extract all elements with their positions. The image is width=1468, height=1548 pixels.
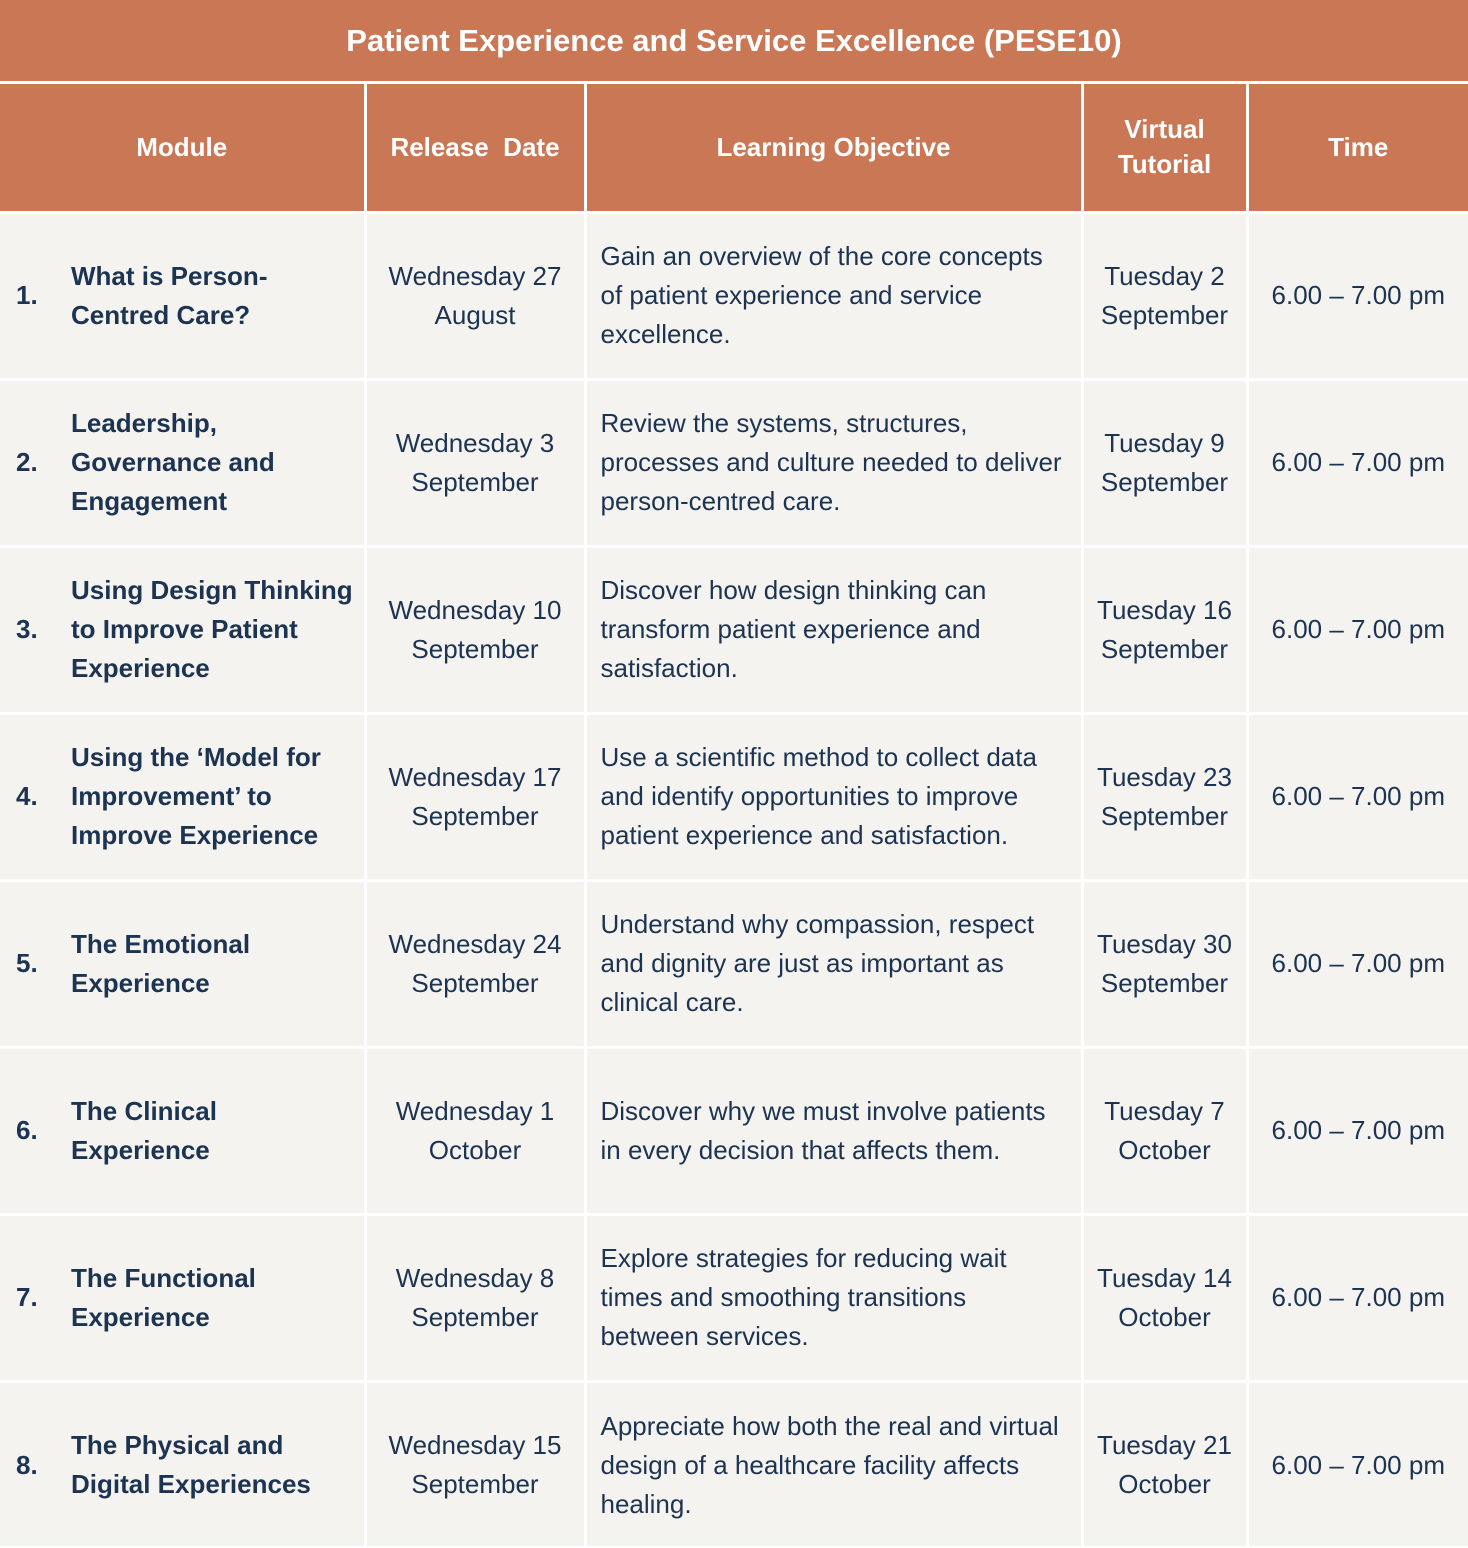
release-date-line: September	[411, 466, 539, 497]
module-title	[71, 738, 356, 855]
module-title-line: Using Design Thinking	[71, 575, 353, 605]
table-row	[0, 713, 1468, 880]
module-title	[71, 1426, 356, 1504]
header-release-date: Release Date	[365, 84, 585, 212]
module-cell	[0, 379, 365, 546]
release-date-line: Wednesday 17	[388, 761, 562, 792]
virtual-tutorial-line: Tuesday 2	[1104, 260, 1225, 291]
virtual-tutorial-line: October	[1118, 1134, 1211, 1165]
virtual-tutorial-line: Tuesday 9	[1104, 427, 1225, 458]
module-title-line: The Physical and	[71, 1430, 284, 1461]
virtual-tutorial-cell	[1082, 1381, 1247, 1548]
virtual-tutorial-line: September	[1100, 299, 1229, 330]
module-title-line: Improve Experience	[71, 820, 319, 850]
module-title-line: The Functional	[71, 1262, 256, 1293]
module-number: 1.	[16, 280, 38, 310]
module-number: 7.	[16, 1282, 38, 1312]
learning-objective-cell: Understand why compassion, respect and dignity are just as important as clinical care.	[585, 880, 1082, 1047]
header-row	[0, 84, 1468, 212]
virtual-tutorial-cell	[1082, 1214, 1247, 1381]
module-title-line: What is Person-	[71, 260, 268, 291]
virtual-tutorial-cell	[1082, 546, 1247, 713]
module-title	[71, 1092, 356, 1170]
time-cell: 6.00 – 7.00 pm	[1247, 212, 1468, 379]
release-date-cell	[365, 1381, 585, 1548]
module-title-line: Leadership,	[71, 408, 217, 438]
time-cell: 6.00 – 7.00 pm	[1247, 1047, 1468, 1214]
release-date-line: August	[434, 299, 516, 330]
time-cell: 6.00 – 7.00 pm	[1247, 1381, 1468, 1548]
release-date-line: Wednesday 24	[388, 928, 562, 959]
release-date-cell	[365, 212, 585, 379]
header-time: Time	[1247, 84, 1468, 212]
virtual-tutorial-line: September	[1100, 800, 1229, 831]
module-cell	[0, 1381, 365, 1548]
virtual-tutorial-line: Tuesday 7	[1104, 1095, 1225, 1126]
table-row	[0, 546, 1468, 713]
release-date-line: September	[411, 1469, 539, 1500]
module-title-line: Digital Experiences	[71, 1469, 311, 1500]
table-row	[0, 212, 1468, 379]
release-date-cell	[365, 546, 585, 713]
module-title-line: The Clinical	[71, 1095, 217, 1126]
module-title-line: Governance and	[71, 447, 275, 477]
release-date-line: Wednesday 15	[388, 1430, 562, 1461]
release-date-cell	[365, 1047, 585, 1214]
virtual-tutorial-cell	[1082, 713, 1247, 880]
module-cell	[0, 546, 365, 713]
release-date-line: Wednesday 1	[395, 1095, 555, 1126]
virtual-tutorial-line: Tuesday 14	[1097, 1262, 1232, 1293]
module-cell	[0, 713, 365, 880]
module-number: 4.	[16, 781, 38, 811]
learning-objective-cell: Review the systems, structures, processes and culture needed to deliver person-centred care.	[585, 379, 1082, 546]
time-cell: 6.00 – 7.00 pm	[1247, 713, 1468, 880]
header-virtual-tutorial	[1082, 84, 1247, 212]
page-title: Patient Experience and Service Excellence (PESE10)	[0, 0, 1468, 84]
table-row	[0, 1381, 1468, 1548]
virtual-tutorial-line: October	[1118, 1469, 1211, 1500]
release-date-cell	[365, 379, 585, 546]
release-date-line: Wednesday 10	[388, 594, 562, 625]
module-title-line: Experience	[71, 653, 210, 683]
virtual-tutorial-cell	[1082, 1047, 1247, 1214]
virtual-tutorial-line: Tuesday 30	[1097, 928, 1232, 959]
module-title-line: Experience	[71, 967, 210, 998]
release-date-line: Wednesday 27	[388, 260, 562, 291]
virtual-tutorial-line: September	[1100, 967, 1229, 998]
learning-objective-cell: Explore strategies for reducing wait times and smoothing transitions between services.	[585, 1214, 1082, 1381]
header-virtual-tutorial-line1: Virtual	[1124, 114, 1205, 145]
table-row	[0, 379, 1468, 546]
table-row	[0, 880, 1468, 1047]
table-row	[0, 1047, 1468, 1214]
module-number: 5.	[16, 948, 38, 978]
release-date-line: Wednesday 3	[395, 427, 555, 458]
module-title-line: Experience	[71, 1134, 210, 1165]
module-title	[71, 571, 356, 688]
module-title-line: Using the ‘Model for	[71, 742, 321, 772]
table-body	[0, 212, 1468, 1548]
release-date-line: September	[411, 633, 539, 664]
module-title	[71, 925, 356, 1003]
time-cell: 6.00 – 7.00 pm	[1247, 880, 1468, 1047]
module-title-line: Centred Care?	[71, 299, 251, 330]
virtual-tutorial-line: September	[1100, 633, 1229, 664]
virtual-tutorial-line: September	[1100, 466, 1229, 497]
header-module: Module	[0, 84, 365, 212]
time-cell: 6.00 – 7.00 pm	[1247, 546, 1468, 713]
table-row	[0, 1214, 1468, 1381]
module-title-line: Improvement’ to	[71, 781, 272, 811]
module-number: 2.	[16, 447, 38, 477]
learning-objective-cell: Appreciate how both the real and virtual design of a healthcare facility affects healing.	[585, 1381, 1082, 1548]
release-date-cell	[365, 1214, 585, 1381]
header-learning-objective: Learning Objective	[585, 84, 1082, 212]
virtual-tutorial-cell	[1082, 880, 1247, 1047]
learning-objective-cell: Gain an overview of the core concepts of patient experience and service excellence.	[585, 212, 1082, 379]
virtual-tutorial-cell	[1082, 379, 1247, 546]
module-title-line: Engagement	[71, 486, 228, 516]
release-date-cell	[365, 713, 585, 880]
schedule-table	[0, 84, 1468, 1548]
module-title-line: to Improve Patient	[71, 614, 298, 644]
virtual-tutorial-line: Tuesday 16	[1097, 594, 1232, 625]
time-cell: 6.00 – 7.00 pm	[1247, 1214, 1468, 1381]
learning-objective-cell: Discover how design thinking can transform patient experience and satisfaction.	[585, 546, 1082, 713]
virtual-tutorial-line: Tuesday 21	[1097, 1430, 1232, 1461]
learning-objective-cell: Discover why we must involve patients in every decision that affects them.	[585, 1047, 1082, 1214]
module-number: 6.	[16, 1115, 38, 1145]
module-cell	[0, 880, 365, 1047]
release-date-line: October	[428, 1134, 522, 1165]
time-cell: 6.00 – 7.00 pm	[1247, 379, 1468, 546]
module-title	[71, 404, 356, 521]
virtual-tutorial-line: October	[1118, 1301, 1211, 1332]
module-title	[71, 257, 356, 335]
release-date-line: September	[411, 967, 539, 998]
learning-objective-cell: Use a scientific method to collect data and identify opportunities to improve patient experience and satisfaction.	[585, 713, 1082, 880]
module-number: 3.	[16, 614, 38, 644]
module-title-line: Experience	[71, 1301, 210, 1332]
release-date-line: September	[411, 1301, 539, 1332]
virtual-tutorial-cell	[1082, 212, 1247, 379]
module-title-line: The Emotional	[71, 928, 251, 959]
module-title	[71, 1259, 356, 1337]
release-date-line: Wednesday 8	[395, 1262, 555, 1293]
module-cell	[0, 1214, 365, 1381]
release-date-line: September	[411, 800, 539, 831]
virtual-tutorial-line: Tuesday 23	[1097, 761, 1232, 792]
header-virtual-tutorial-line2: Tutorial	[1117, 149, 1212, 180]
module-number: 8.	[16, 1449, 38, 1480]
module-cell	[0, 1047, 365, 1214]
module-cell	[0, 212, 365, 379]
release-date-cell	[365, 880, 585, 1047]
